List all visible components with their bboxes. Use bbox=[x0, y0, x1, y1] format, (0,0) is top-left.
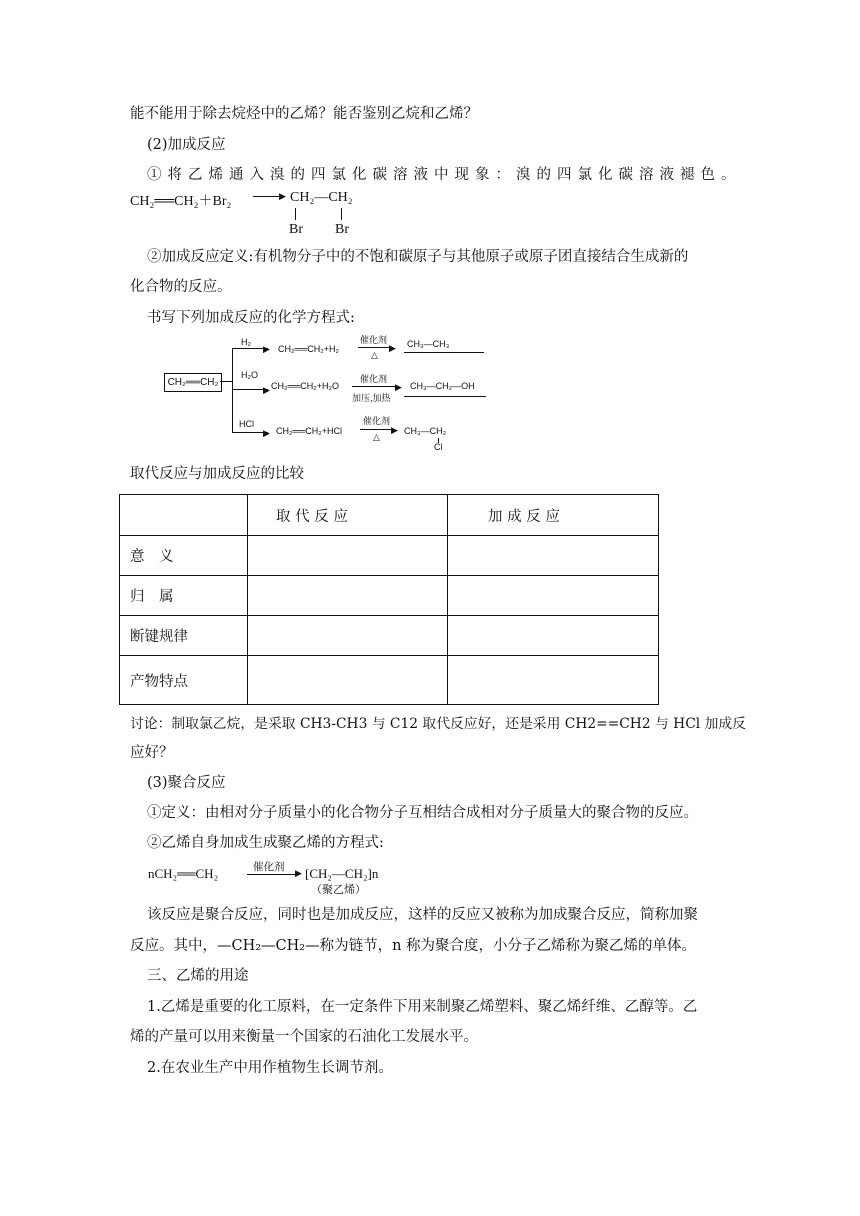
table-header-substitution: 取 代 反 应 bbox=[248, 495, 448, 536]
question-text: 能不能用于除去烷烃中的乙烯？能否鉴别乙烷和乙烯？ bbox=[130, 106, 478, 122]
arrow-head-icon: ▶ bbox=[295, 869, 302, 879]
bond-line bbox=[295, 208, 296, 220]
br-atom-1: Br bbox=[289, 222, 303, 237]
reagent-h2: H₂ bbox=[241, 337, 251, 347]
table-row bbox=[120, 656, 659, 705]
heading-addition-reaction: (2)加成反应 bbox=[147, 137, 226, 153]
polymer-explanation-line-2: 反应。其中，—CH₂—CH₂—称为链节，n 称为聚合度，小分子乙烯称为聚乙烯的单体。 bbox=[130, 938, 697, 954]
table-row bbox=[120, 576, 659, 616]
table-row-label: 归 属 bbox=[120, 576, 248, 616]
polymer-equation-intro: ②乙烯自身加成生成聚乙烯的方程式: bbox=[147, 835, 384, 851]
table-corner-cell bbox=[120, 495, 248, 536]
polymer-definition: ①定义：由相对分子质量小的化合物分子互相结合成相对分子质量大的聚合物的反应。 bbox=[147, 805, 698, 821]
br-atom-2: Br bbox=[335, 222, 349, 237]
comparison-title: 取代反应与加成反应的比较 bbox=[130, 466, 304, 482]
poly-catalyst: 催化剂 bbox=[253, 861, 285, 873]
product-cl-atom: Cl bbox=[434, 442, 443, 452]
discussion-line-2: 应好？ bbox=[130, 745, 174, 761]
product-chloroethane: CH₃—CH₂ bbox=[404, 426, 447, 436]
table-header-addition: 加 成 反 应 bbox=[448, 495, 659, 536]
reagent-h2o: H₂O bbox=[241, 370, 258, 380]
condition-pressure-heat: 加压,加热 bbox=[352, 393, 391, 403]
poly-reactant: nCH₂══CH₂ bbox=[148, 866, 219, 881]
table-row-label: 意 义 bbox=[120, 536, 248, 576]
use-2: 2.在农业生产中用作植物生长调节剂。 bbox=[147, 1060, 393, 1076]
heading-polymerization: (3)聚合反应 bbox=[147, 775, 226, 791]
heading-uses: 三、乙烯的用途 bbox=[147, 968, 249, 984]
equation-h2o: CH₂══CH₂+H₂O bbox=[271, 381, 339, 391]
catalyst-label: 催化剂 bbox=[360, 335, 388, 345]
bond-line bbox=[341, 208, 342, 220]
product-ethanol: CH₃—CH₂—OH bbox=[410, 381, 475, 391]
table-row bbox=[120, 495, 659, 536]
write-equations-text: 书写下列加成反应的化学方程式: bbox=[147, 310, 355, 326]
item-2-line-1: ②加成反应定义:有机物分子中的不饱和碳原子与其他原子或原子团直接结合生成新的 bbox=[147, 249, 689, 265]
reagent-hcl: HCl bbox=[239, 419, 254, 429]
table-row-label: 断键规律 bbox=[120, 616, 248, 656]
polymer-explanation-line-1: 该反应是聚合反应，同时也是加成反应，这样的反应又被称为加成聚合反应，简称加聚 bbox=[147, 907, 698, 923]
ethylene-box: CH₂══CH₂ bbox=[164, 373, 222, 392]
br-equation-product: CH₂—CH₂ bbox=[290, 190, 353, 205]
table-row bbox=[120, 616, 659, 656]
product-ethane: CH₃—CH₃ bbox=[407, 339, 450, 349]
item-2-line-2: 化合物的反应。 bbox=[130, 279, 232, 295]
table-row bbox=[120, 536, 659, 576]
discussion-line-1: 讨论：制取氯乙烷，是采取 CH3-CH3 与 C12 取代反应好，还是采用 CH2==CH2 与 HCl 加成反 bbox=[130, 716, 746, 732]
condition-heat: △ bbox=[371, 350, 378, 360]
equation-h2: CH₂══CH₂+H₂ bbox=[278, 344, 339, 354]
br-equation-left: CH₂══CH₂＋Br₂ bbox=[130, 194, 232, 209]
poly-product: [CH₂—CH₂]n bbox=[305, 866, 379, 881]
poly-product-name: （聚乙烯） bbox=[311, 883, 366, 896]
catalyst-label: 催化剂 bbox=[363, 416, 391, 426]
arrow-head-icon: ▶ bbox=[279, 192, 286, 202]
item-1-text: ①将乙烯通入溴的四氯化碳溶液中现象：溴的四氯化碳溶液褪色。 bbox=[147, 167, 742, 183]
use-1-line-2: 烯的产量可以用来衡量一个国家的石油化工发展水平。 bbox=[130, 1029, 478, 1045]
table-row-label: 产物特点 bbox=[120, 656, 248, 705]
catalyst-label: 催化剂 bbox=[360, 374, 388, 384]
condition-heat: △ bbox=[373, 432, 380, 442]
equation-hcl: CH₂══CH₂+HCl bbox=[276, 426, 342, 436]
comparison-table bbox=[119, 494, 659, 705]
use-1-line-1: 1.乙烯是重要的化工原料，在一定条件下用来制聚乙烯塑料、聚乙烯纤维、乙醇等。乙 bbox=[147, 999, 698, 1015]
